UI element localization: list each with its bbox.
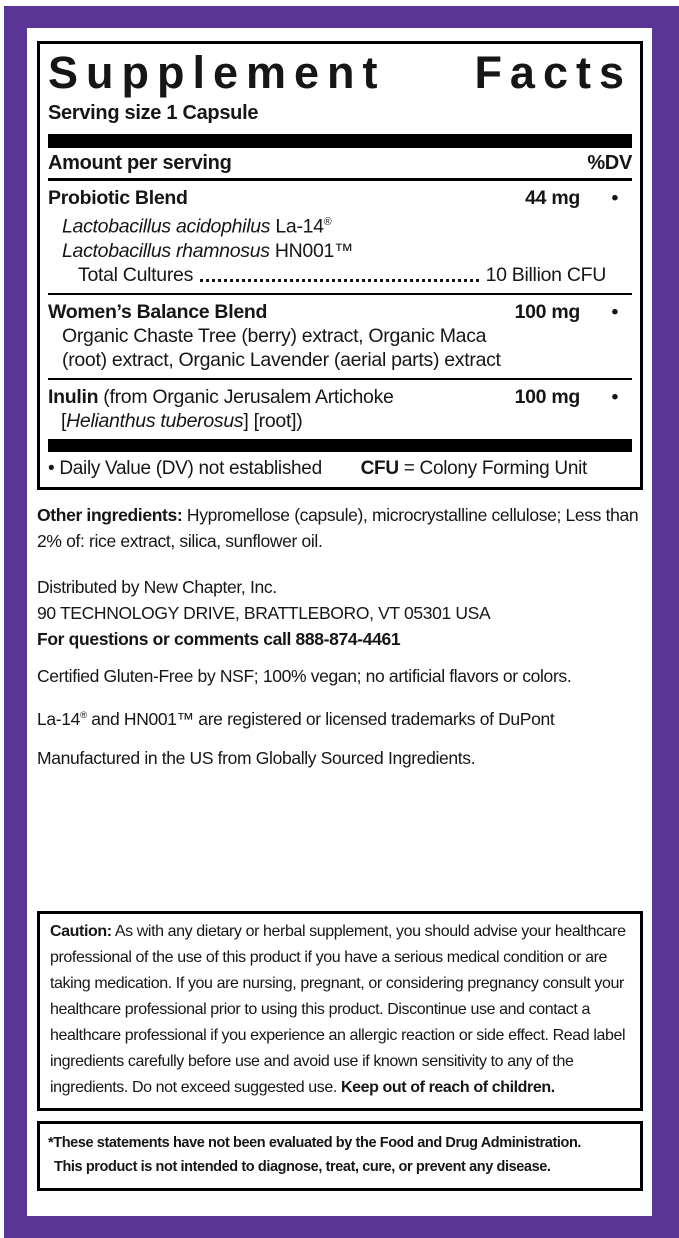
cfu-definition	[361, 458, 587, 480]
trademark-pre: La-14	[37, 708, 81, 729]
fda-disclaimer-line-2: This product is not intended to diagnose, treat, cure, or prevent any disease.	[54, 1159, 551, 1176]
row-inulin-main	[48, 385, 632, 409]
label-content	[27, 28, 652, 1191]
serving-size: Serving size 1 Capsule	[48, 102, 259, 124]
facts-footnote-row	[48, 452, 632, 487]
blend-components-line: Organic Chaste Tree (berry) extract, Organic Maca	[62, 324, 487, 347]
manufacture-note: Manufactured in the US from Globally Sourced Ingredients.	[37, 748, 476, 769]
fda-disclaimer-box	[37, 1121, 643, 1191]
other-ingredients	[37, 502, 643, 554]
cfu-definition-rest: = Colony Forming Unit	[398, 457, 587, 479]
ingredient-amount: 100 mg	[514, 300, 580, 323]
dot-leader	[200, 279, 479, 282]
species-latin-name: Lactobacillus rhamnosus	[62, 239, 270, 262]
caution-text: As with any dietary or herbal supplement, you should advise your healthcare professional of the use of this product if you have a serious medical condition or are taking medication. If you are nursing, pregnant, or considering pregnancy consult your healthcare professional prior to using this product. Discontinue use and contact a healthcare professional if you experience an allergic reaction or side effect. Read label ingredients carefully before use and avoid use if known sensitivity to any of the ingredients. Do not exceed suggested use.	[50, 923, 626, 1097]
certifications-note: Certified Gluten-Free by NSF; 100% vegan; no artificial flavors or colors.	[37, 665, 572, 686]
dv-not-established-note: • Daily Value (DV) not established	[48, 457, 322, 479]
panel-title	[48, 48, 632, 98]
dv-header-label: %DV	[587, 152, 632, 174]
supplement-facts-panel	[37, 41, 643, 490]
dv-bullet: •	[611, 385, 618, 408]
botanical-name-line	[48, 409, 632, 433]
distributor-line: Distributed by New Chapter, Inc.	[37, 576, 277, 597]
purple-label-frame	[4, 6, 679, 1238]
fda-disclaimer-line-1: *These statements have not been evaluated by the Food and Drug Administration.	[48, 1135, 582, 1152]
trademark-rest: and HN001™ are registered or licensed trademarks of DuPont	[86, 708, 555, 729]
bracket-close: ] [root])	[243, 409, 303, 432]
amount-per-serving-header	[48, 148, 632, 181]
header-bar	[48, 134, 632, 148]
row-probiotic-blend	[48, 181, 632, 295]
bracket-open: [	[61, 409, 67, 432]
panel-title-word-1: Supplement	[48, 47, 386, 98]
ingredient-name: Women’s Balance Blend	[48, 300, 268, 323]
total-cultures-line	[48, 263, 632, 287]
ingredient-name-bold: Inulin	[48, 385, 99, 408]
trademark-note	[37, 703, 643, 732]
other-ingredients-list: Hypromellose (capsule), microcrystalline cellulose; Less than 2% of: rice extract, silica, sunflower oil.	[37, 504, 639, 551]
registered-mark: ®	[323, 216, 332, 228]
caution-label: Caution:	[50, 923, 112, 941]
other-ingredients-label: Other ingredients:	[37, 504, 183, 525]
footer-bar	[48, 439, 632, 452]
ingredient-name-rest: (from Organic Jerusalem Artichoke	[98, 385, 394, 408]
blend-components-line: (root) extract, Organic Lavender (aerial parts) extract	[62, 348, 501, 371]
dv-bullet: •	[611, 300, 618, 323]
row-womens-main	[48, 300, 632, 324]
ingredient-name: Probiotic Blend	[48, 187, 188, 209]
row-inulin	[48, 380, 632, 435]
species-line	[48, 210, 632, 239]
species-line	[48, 239, 632, 263]
total-cultures-value: 10 Billion CFU	[485, 263, 606, 286]
dv-bullet: •	[611, 187, 618, 209]
ingredient-amount: 44 mg	[525, 187, 580, 209]
cfu-abbr: CFU	[360, 457, 399, 479]
registered-mark: ®	[80, 709, 87, 721]
caution-bold-tail: Keep out of reach of children.	[340, 1079, 555, 1097]
ingredient-amount: 100 mg	[514, 385, 580, 408]
amount-header-label: Amount per serving	[48, 152, 232, 174]
distributor-address: 90 TECHNOLOGY DRIVE, BRATTLEBORO, VT 05301 USA	[37, 602, 491, 623]
total-cultures-label: Total Cultures	[78, 263, 194, 286]
species-strain: HN001™	[269, 239, 354, 262]
contact-phone-line: For questions or comments call 888-874-4461	[37, 628, 401, 649]
species-latin-name: Lactobacillus acidophilus	[62, 215, 271, 238]
species-strain: La-14	[270, 215, 324, 238]
botanical-latin-name: Helianthus tuberosus	[66, 409, 244, 432]
panel-title-word-2: Facts	[474, 47, 632, 98]
caution-box	[37, 911, 643, 1111]
distributor-block	[37, 574, 643, 652]
ingredient-name	[48, 385, 490, 409]
row-womens-balance-blend	[48, 295, 632, 380]
row-probiotic-main	[48, 186, 632, 210]
